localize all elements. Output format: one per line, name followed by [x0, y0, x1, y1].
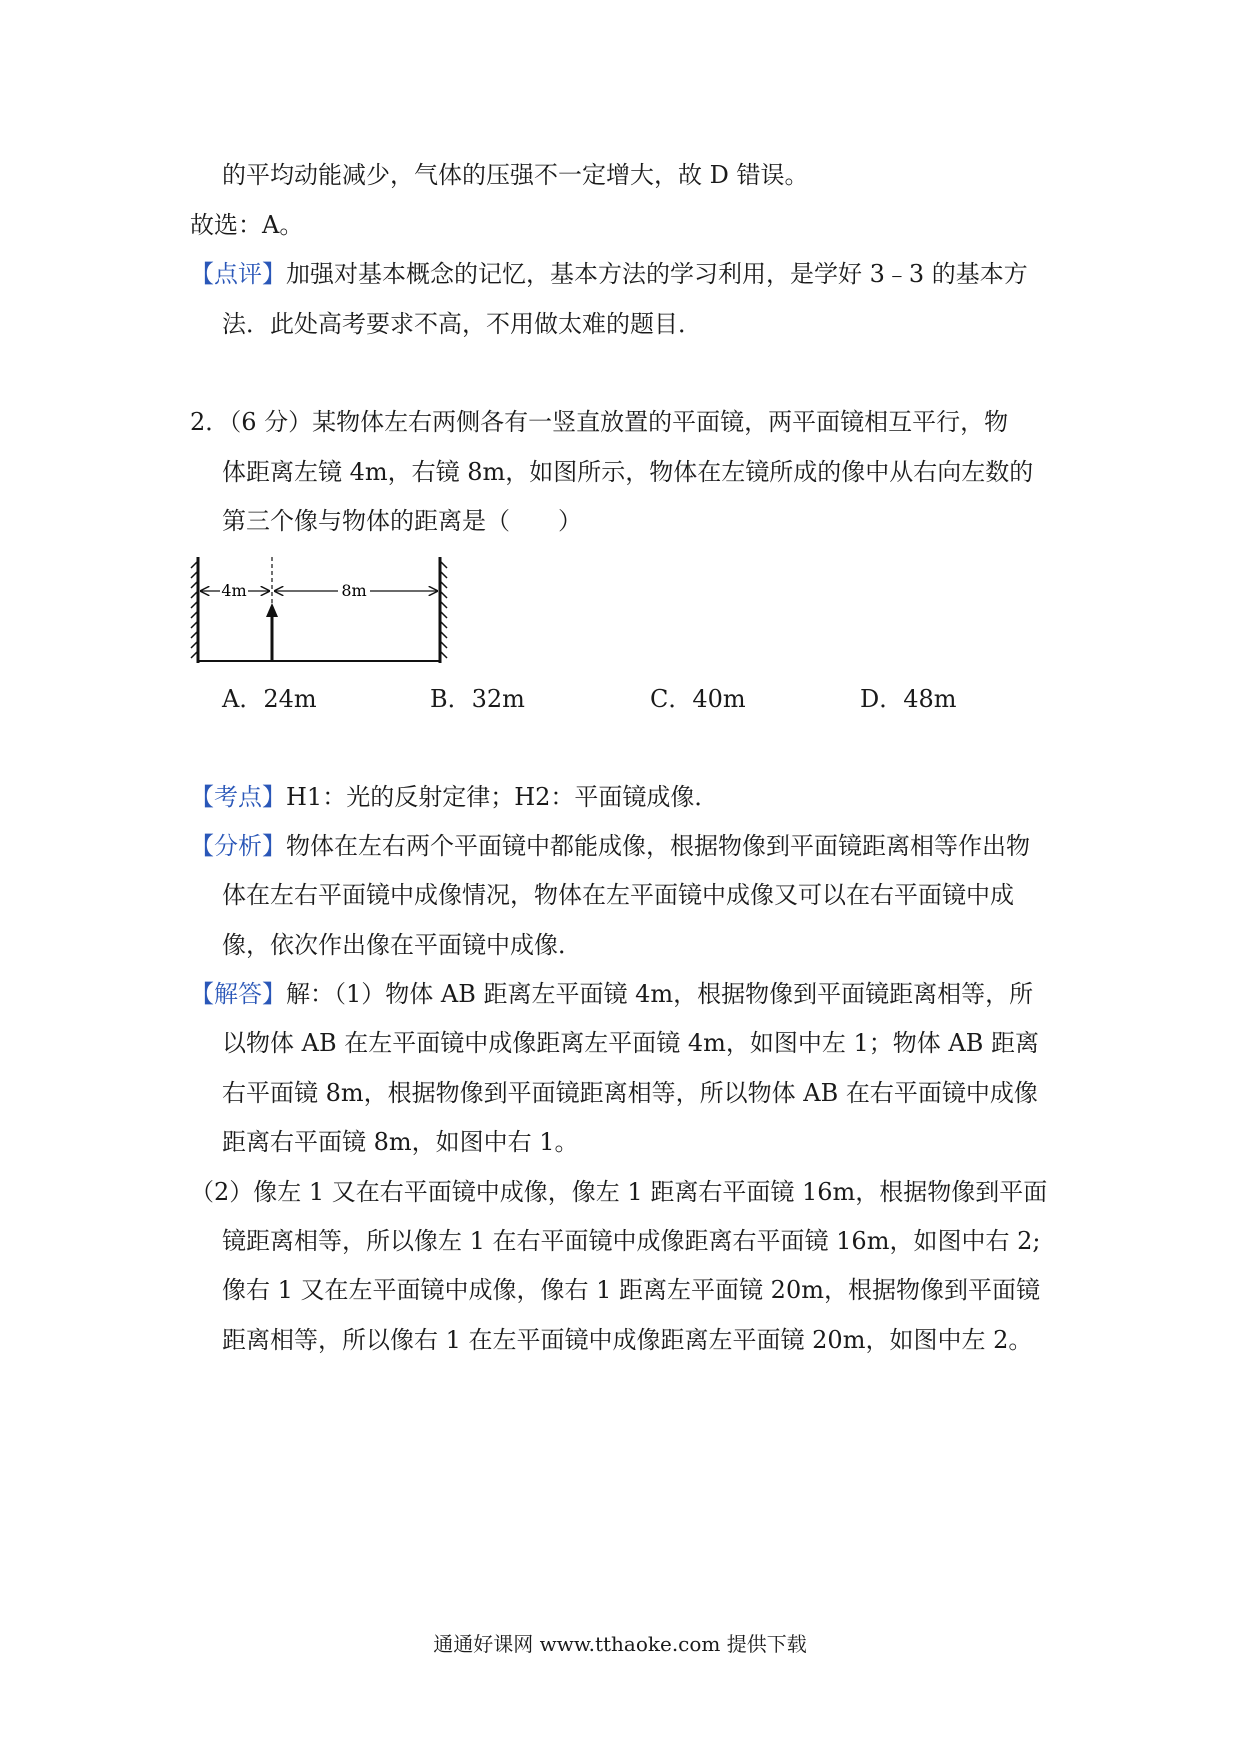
- jieda-tag: 【解答】: [190, 980, 286, 1008]
- fenxi-tag: 【分析】: [190, 832, 286, 860]
- mirror-diagram: [190, 555, 450, 670]
- option-c: C．40m: [650, 685, 746, 713]
- fenxi-line-2: 体在左右平面镜中成像情况，物体在左平面镜中成像又可以在右平面镜中成: [222, 881, 1014, 909]
- fenxi-line-3: 像，依次作出像在平面镜中成像．: [222, 931, 582, 959]
- jieda-line-7: 像右 1 又在左平面镜中成像，像右 1 距离左平面镜 20m，根据物像到平面镜: [222, 1276, 1040, 1304]
- fenxi-text-1: 物体在左右两个平面镜中都能成像，根据物像到平面镜距离相等作出物: [286, 832, 1030, 860]
- footer-credit: 通通好课网 www.tthaoke.com 提供下载: [433, 1632, 807, 1656]
- question-line-3: 第三个像与物体的距离是（ ）: [222, 507, 582, 535]
- comment-text-1: 加强对基本概念的记忆，基本方法的学习利用，是学好 3﹣3 的基本方: [286, 260, 1028, 288]
- question-line-1: 2．（6 分）某物体左右两侧各有一竖直放置的平面镜，两平面镜相互平行，物: [190, 408, 1009, 436]
- jieda-line-3: 右平面镜 8m，根据物像到平面镜距离相等，所以物体 AB 在右平面镜中成像: [222, 1079, 1038, 1107]
- mirror-figure: [190, 555, 450, 670]
- object-arrow-head: [266, 603, 278, 617]
- top-line-2: 故选：A。: [190, 211, 304, 239]
- jieda-line-4: 距离右平面镜 8m，如图中右 1。: [222, 1128, 579, 1156]
- kaodian-tag: 【考点】: [190, 783, 286, 811]
- comment-tag: 【点评】: [190, 260, 286, 288]
- question-line-2: 体距离左镜 4m，右镜 8m，如图所示，物体在左镜所成的像中从右向左数的: [222, 458, 1034, 486]
- kaodian-text: H1：光的反射定律；H2：平面镜成像．: [286, 783, 719, 811]
- left-distance-label: 4m: [221, 581, 247, 600]
- option-a: A．24m: [222, 685, 317, 713]
- jieda-text-1: 解：（1）物体 AB 距离左平面镜 4m，根据物像到平面镜距离相等，所: [286, 980, 1034, 1008]
- top-line-1: 的平均动能减少，气体的压强不一定增大，故 D 错误。: [222, 161, 809, 189]
- option-d: D．48m: [860, 685, 957, 713]
- jieda-line-6: 镜距离相等，所以像左 1 在右平面镜中成像距离右平面镜 16m，如图中右 2;: [222, 1227, 1041, 1255]
- comment-line-2: 法．此处高考要求不高，不用做太难的题目．: [222, 310, 702, 338]
- jieda-line-8: 距离相等，所以像右 1 在左平面镜中成像距离左平面镜 20m，如图中左 2。: [222, 1326, 1033, 1354]
- right-distance-label: 8m: [341, 581, 367, 600]
- jieda-line-5: （2）像左 1 又在右平面镜中成像，像左 1 距离右平面镜 16m，根据物像到平面: [190, 1178, 1048, 1206]
- jieda-line-1: [190, 977, 1033, 1011]
- fenxi-line-1: [190, 829, 1030, 863]
- comment-line-1: [190, 257, 1028, 291]
- jieda-line-2: 以物体 AB 在左平面镜中成像距离左平面镜 4m，如图中左 1；物体 AB 距离: [222, 1029, 1040, 1057]
- kaodian-line: [190, 780, 718, 814]
- option-b: B．32m: [430, 685, 525, 713]
